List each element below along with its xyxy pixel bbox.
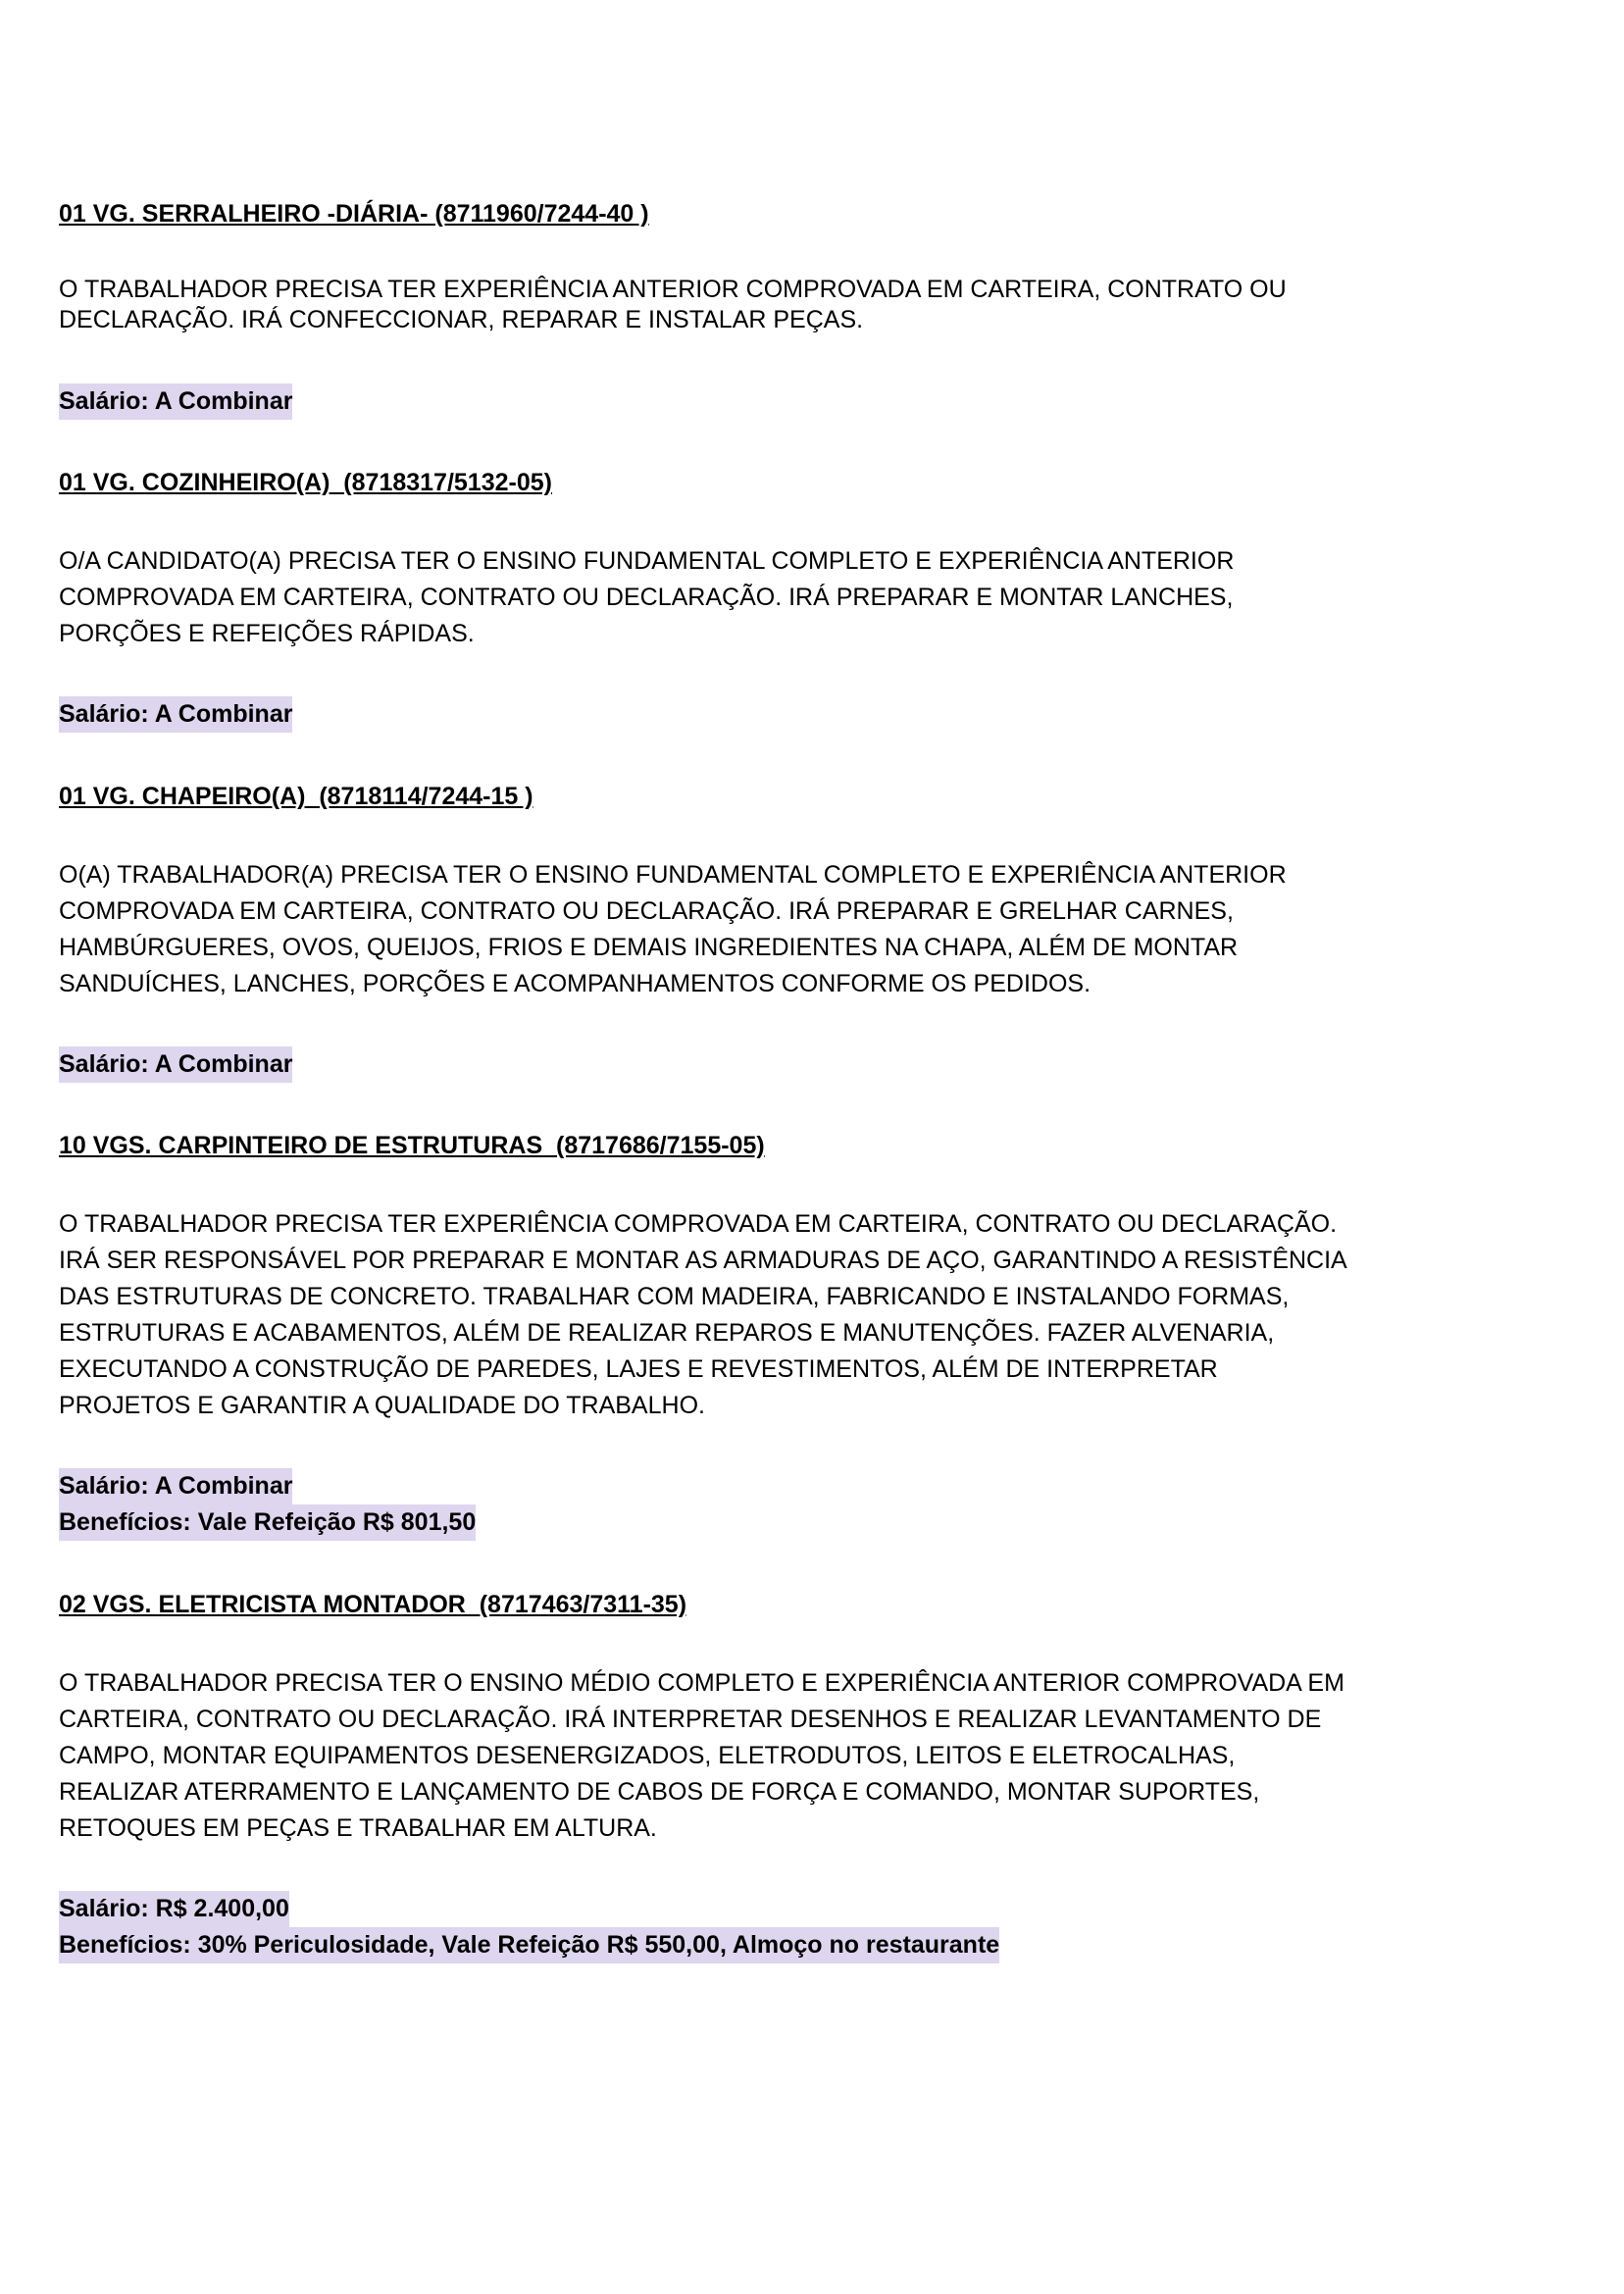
benefits-text: Benefícios: 30% Periculosidade, Vale Refeição R$ 550,00, Almoço no restaurante — [59, 1927, 999, 1963]
description-line: DAS ESTRUTURAS DE CONCRETO. TRABALHAR COM MADEIRA, FABRICANDO E INSTALANDO FORMAS, — [59, 1283, 1290, 1310]
description-line: CARTEIRA, CONTRATO OU DECLARAÇÃO. IRÁ INTERPRETAR DESENHOS E REALIZAR LEVANTAMENTO DE — [59, 1706, 1322, 1733]
job-title-text: 10 VGS. CARPINTEIRO DE ESTRUTURAS (8717686/7155-05) — [59, 1132, 765, 1159]
salary-text: Salário: R$ 2.400,00 — [59, 1891, 289, 1927]
description-line: COMPROVADA EM CARTEIRA, CONTRATO OU DECLARAÇÃO. IRÁ PREPARAR E MONTAR LANCHES, — [59, 584, 1234, 611]
description-line: PORÇÕES E REFEIÇÕES RÁPIDAS. — [59, 620, 475, 647]
job-description — [59, 1206, 1530, 1424]
salary-text: Salário: A Combinar — [59, 696, 292, 733]
job-title-text: 01 VG. CHAPEIRO(A) (8718114/7244-15 ) — [59, 783, 533, 810]
salary-text: Salário: A Combinar — [59, 1046, 292, 1083]
job-title — [59, 1131, 1530, 1160]
salary-text: Salário: A Combinar — [59, 1468, 292, 1504]
salary-row — [59, 1046, 1530, 1083]
description-line: REALIZAR ATERRAMENTO E LANÇAMENTO DE CABOS DE FORÇA E COMANDO, MONTAR SUPORTES, — [59, 1778, 1260, 1806]
job-title-text: 02 VGS. ELETRICISTA MONTADOR (8717463/7311-35) — [59, 1591, 687, 1618]
description-line: O/A CANDIDATO(A) PRECISA TER O ENSINO FUNDAMENTAL COMPLETO E EXPERIÊNCIA ANTERIOR — [59, 547, 1235, 575]
description-line: IRÁ SER RESPONSÁVEL POR PREPARAR E MONTAR AS ARMADURAS DE AÇO, GARANTINDO A RESISTÊNCIA — [59, 1247, 1347, 1274]
job-description — [59, 1665, 1530, 1847]
job-description — [59, 275, 1530, 335]
benefits-text: Benefícios: Vale Refeição R$ 801,50 — [59, 1504, 476, 1541]
description-line: RETOQUES EM PEÇAS E TRABALHAR EM ALTURA. — [59, 1814, 657, 1842]
job-title — [59, 199, 1530, 229]
description-line: O TRABALHADOR PRECISA TER O ENSINO MÉDIO COMPLETO E EXPERIÊNCIA ANTERIOR COMPROVADA EM — [59, 1669, 1345, 1697]
description-line: DECLARAÇÃO. IRÁ CONFECCIONAR, REPARAR E INSTALAR PEÇAS. — [59, 306, 864, 333]
description-line: O TRABALHADOR PRECISA TER EXPERIÊNCIA ANTERIOR COMPROVADA EM CARTEIRA, CONTRATO OU — [59, 276, 1287, 303]
description-line: O TRABALHADOR PRECISA TER EXPERIÊNCIA COMPROVADA EM CARTEIRA, CONTRATO OU DECLARAÇÃO. — [59, 1210, 1338, 1238]
description-line: EXECUTANDO A CONSTRUÇÃO DE PAREDES, LAJES E REVESTIMENTOS, ALÉM DE INTERPRETAR — [59, 1355, 1218, 1383]
job-description — [59, 543, 1530, 652]
description-line: COMPROVADA EM CARTEIRA, CONTRATO OU DECLARAÇÃO. IRÁ PREPARAR E GRELHAR CARNES, — [59, 897, 1234, 925]
salary-text: Salário: A Combinar — [59, 383, 292, 420]
job-title-text: 01 VG. COZINHEIRO(A) (8718317/5132-05) — [59, 469, 552, 496]
job-title — [59, 782, 1530, 811]
description-line: PROJETOS E GARANTIR A QUALIDADE DO TRABALHO. — [59, 1392, 705, 1419]
description-line: SANDUÍCHES, LANCHES, PORÇÕES E ACOMPANHAMENTOS CONFORME OS PEDIDOS. — [59, 970, 1091, 997]
description-line: CAMPO, MONTAR EQUIPAMENTOS DESENERGIZADOS, ELETRODUTOS, LEITOS E ELETROCALHAS, — [59, 1742, 1236, 1769]
job-description — [59, 857, 1530, 1002]
description-line: HAMBÚRGUERES, OVOS, QUEIJOS, FRIOS E DEMAIS INGREDIENTES NA CHAPA, ALÉM DE MONTAR — [59, 934, 1239, 961]
description-line: ESTRUTURAS E ACABAMENTOS, ALÉM DE REALIZAR REPAROS E MANUTENÇÕES. FAZER ALVENARIA, — [59, 1319, 1275, 1347]
job-title-text: 01 VG. SERRALHEIRO -DIÁRIA- (8711960/7244-40 ) — [59, 200, 649, 228]
salary-benefits — [59, 1891, 1530, 1963]
description-line: O(A) TRABALHADOR(A) PRECISA TER O ENSINO FUNDAMENTAL COMPLETO E EXPERIÊNCIA ANTERIOR — [59, 861, 1287, 889]
salary-benefits — [59, 1468, 1530, 1541]
job-title — [59, 1590, 1530, 1619]
salary-row — [59, 383, 1530, 420]
salary-row — [59, 696, 1530, 733]
job-title — [59, 468, 1530, 497]
